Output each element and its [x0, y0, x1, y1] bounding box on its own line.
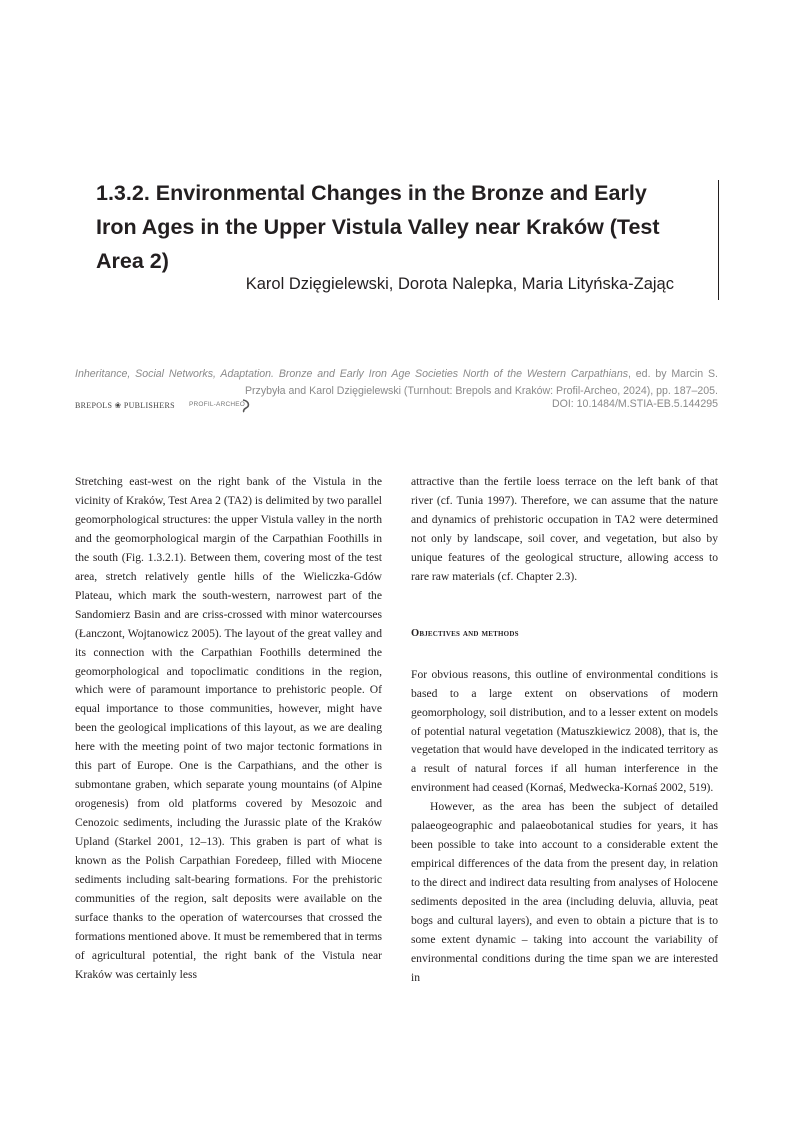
chapter-authors: Karol Dzięgielewski, Dorota Nalepka, Maria Lityńska-Zając	[245, 275, 674, 293]
right-column	[411, 473, 718, 988]
chapter-header	[96, 176, 686, 278]
body-paragraph: For obvious reasons, this outline of environmental conditions is based to a large extent on observations of modern geomorphology, soil distribution, and to a lesser extent on models of potential natural vegetation (Matuszkiewicz 2008), that is, the vegetation that would have developed in the indicated territory as a result of natural forces if all human interference in the environment had ceased (Kornaś, Medwecka-Kornaś 2002, 519).	[411, 667, 718, 795]
profil-archeo-mark-icon	[241, 399, 251, 413]
left-column	[75, 473, 382, 985]
publisher-row	[75, 398, 718, 416]
body-paragraph-continuation: attractive than the fertile loess terrace on the left bank of that river (cf. Tunia 1997). Therefore, we can assume that the nature and dynamics of prehistoric occupation in TA2 were determined not only by landscape, soil cover, and vegetation, but also by unique features of the geological structure, allowing access to rare raw materials (cf. Chapter 2.3).	[411, 475, 718, 583]
citation-book-title: Inheritance, Social Networks, Adaptation. Bronze and Early Iron Age Societies North of the Western Carpathians	[75, 368, 629, 380]
citation-block	[75, 366, 718, 399]
title-divider	[718, 180, 719, 300]
chapter-title: 1.3.2. Environmental Changes in the Bronze and Early Iron Ages in the Upper Vistula Valley near Kraków (Test Area 2)	[96, 181, 660, 273]
body-paragraph: However, as the area has been the subject of detailed palaeogeographic and palaeobotanical studies for years, it has been possible to take into account to a considerable extent the empirical differences of the data from the present day, in relation to the direct and indirect data resulting from analyses of Holocene sediments deposited in the area (including deluvia, alluvia, peat bogs and cultural layers), and even to obtain a picture that is to some extent dynamic – taking into account the variability of environmental conditions during the time span we are interested in	[411, 800, 718, 984]
body-paragraph: Stretching east-west on the right bank of the Vistula in the vicinity of Kraków, Test Area 2 (TA2) is delimited by two parallel geomorphological structures: the upper Vistula valley in the north and the geomorphological margin of the Carpathian Foothills in the south (Fig. 1.3.2.1). Between them, covering most of the test area, stretch relatively gentle hills of the Wieliczka-Gdów Plateau, which mark the south-western, narrowest part of the Sandomierz Basin and are criss-crossed with minor watercourses (Łanczont, Wojtanowicz 2005). The layout of the great valley and its connection with the Carpathian Foothills determined the geomorphological and topoclimatic conditions in the region, which were of paramount importance to prehistoric people. Of equal importance to those communities, however, might have been the geological implications of this layout, as we are dealing here with the meeting point of two major tectonic formations in this part of Europe. One is the Carpathians, and the other is submontane graben, which separate young mountains (of Alpine orogenesis) from old platforms covered by Mesozoic and Cenozoic sediments, including the Jurassic plate of the Kraków Upland (Starkel 2001, 12–13). This graben is part of what is known as the Polish Carpathian Foredeep, filled with Miocene sediments including salt-bearing formations. For the prehistoric communities of the region, salt deposits were available on the surface thanks to the operation of watercourses that crossed the formations mentioned above. It must be remembered that in terms of agricultural potential, the right bank of the Vistula near Kraków was certainly less	[75, 475, 382, 981]
citation-details: , ed. by Marcin S. Przybyła and Karol Dzięgielewski (Turnhout: Brepols and Kraków: Profil-Archeo, 2024), pp. 187–205.	[244, 368, 718, 397]
section-heading: Objectives and methods	[411, 627, 519, 639]
brepols-logo: BREPOLS ❀ PUBLISHERS	[75, 401, 175, 410]
profil-archeo-logo: PROFIL-ARCHEO	[189, 401, 246, 408]
doi-link[interactable]: DOI: 10.1484/M.STIA-EB.5.144295	[551, 398, 718, 410]
